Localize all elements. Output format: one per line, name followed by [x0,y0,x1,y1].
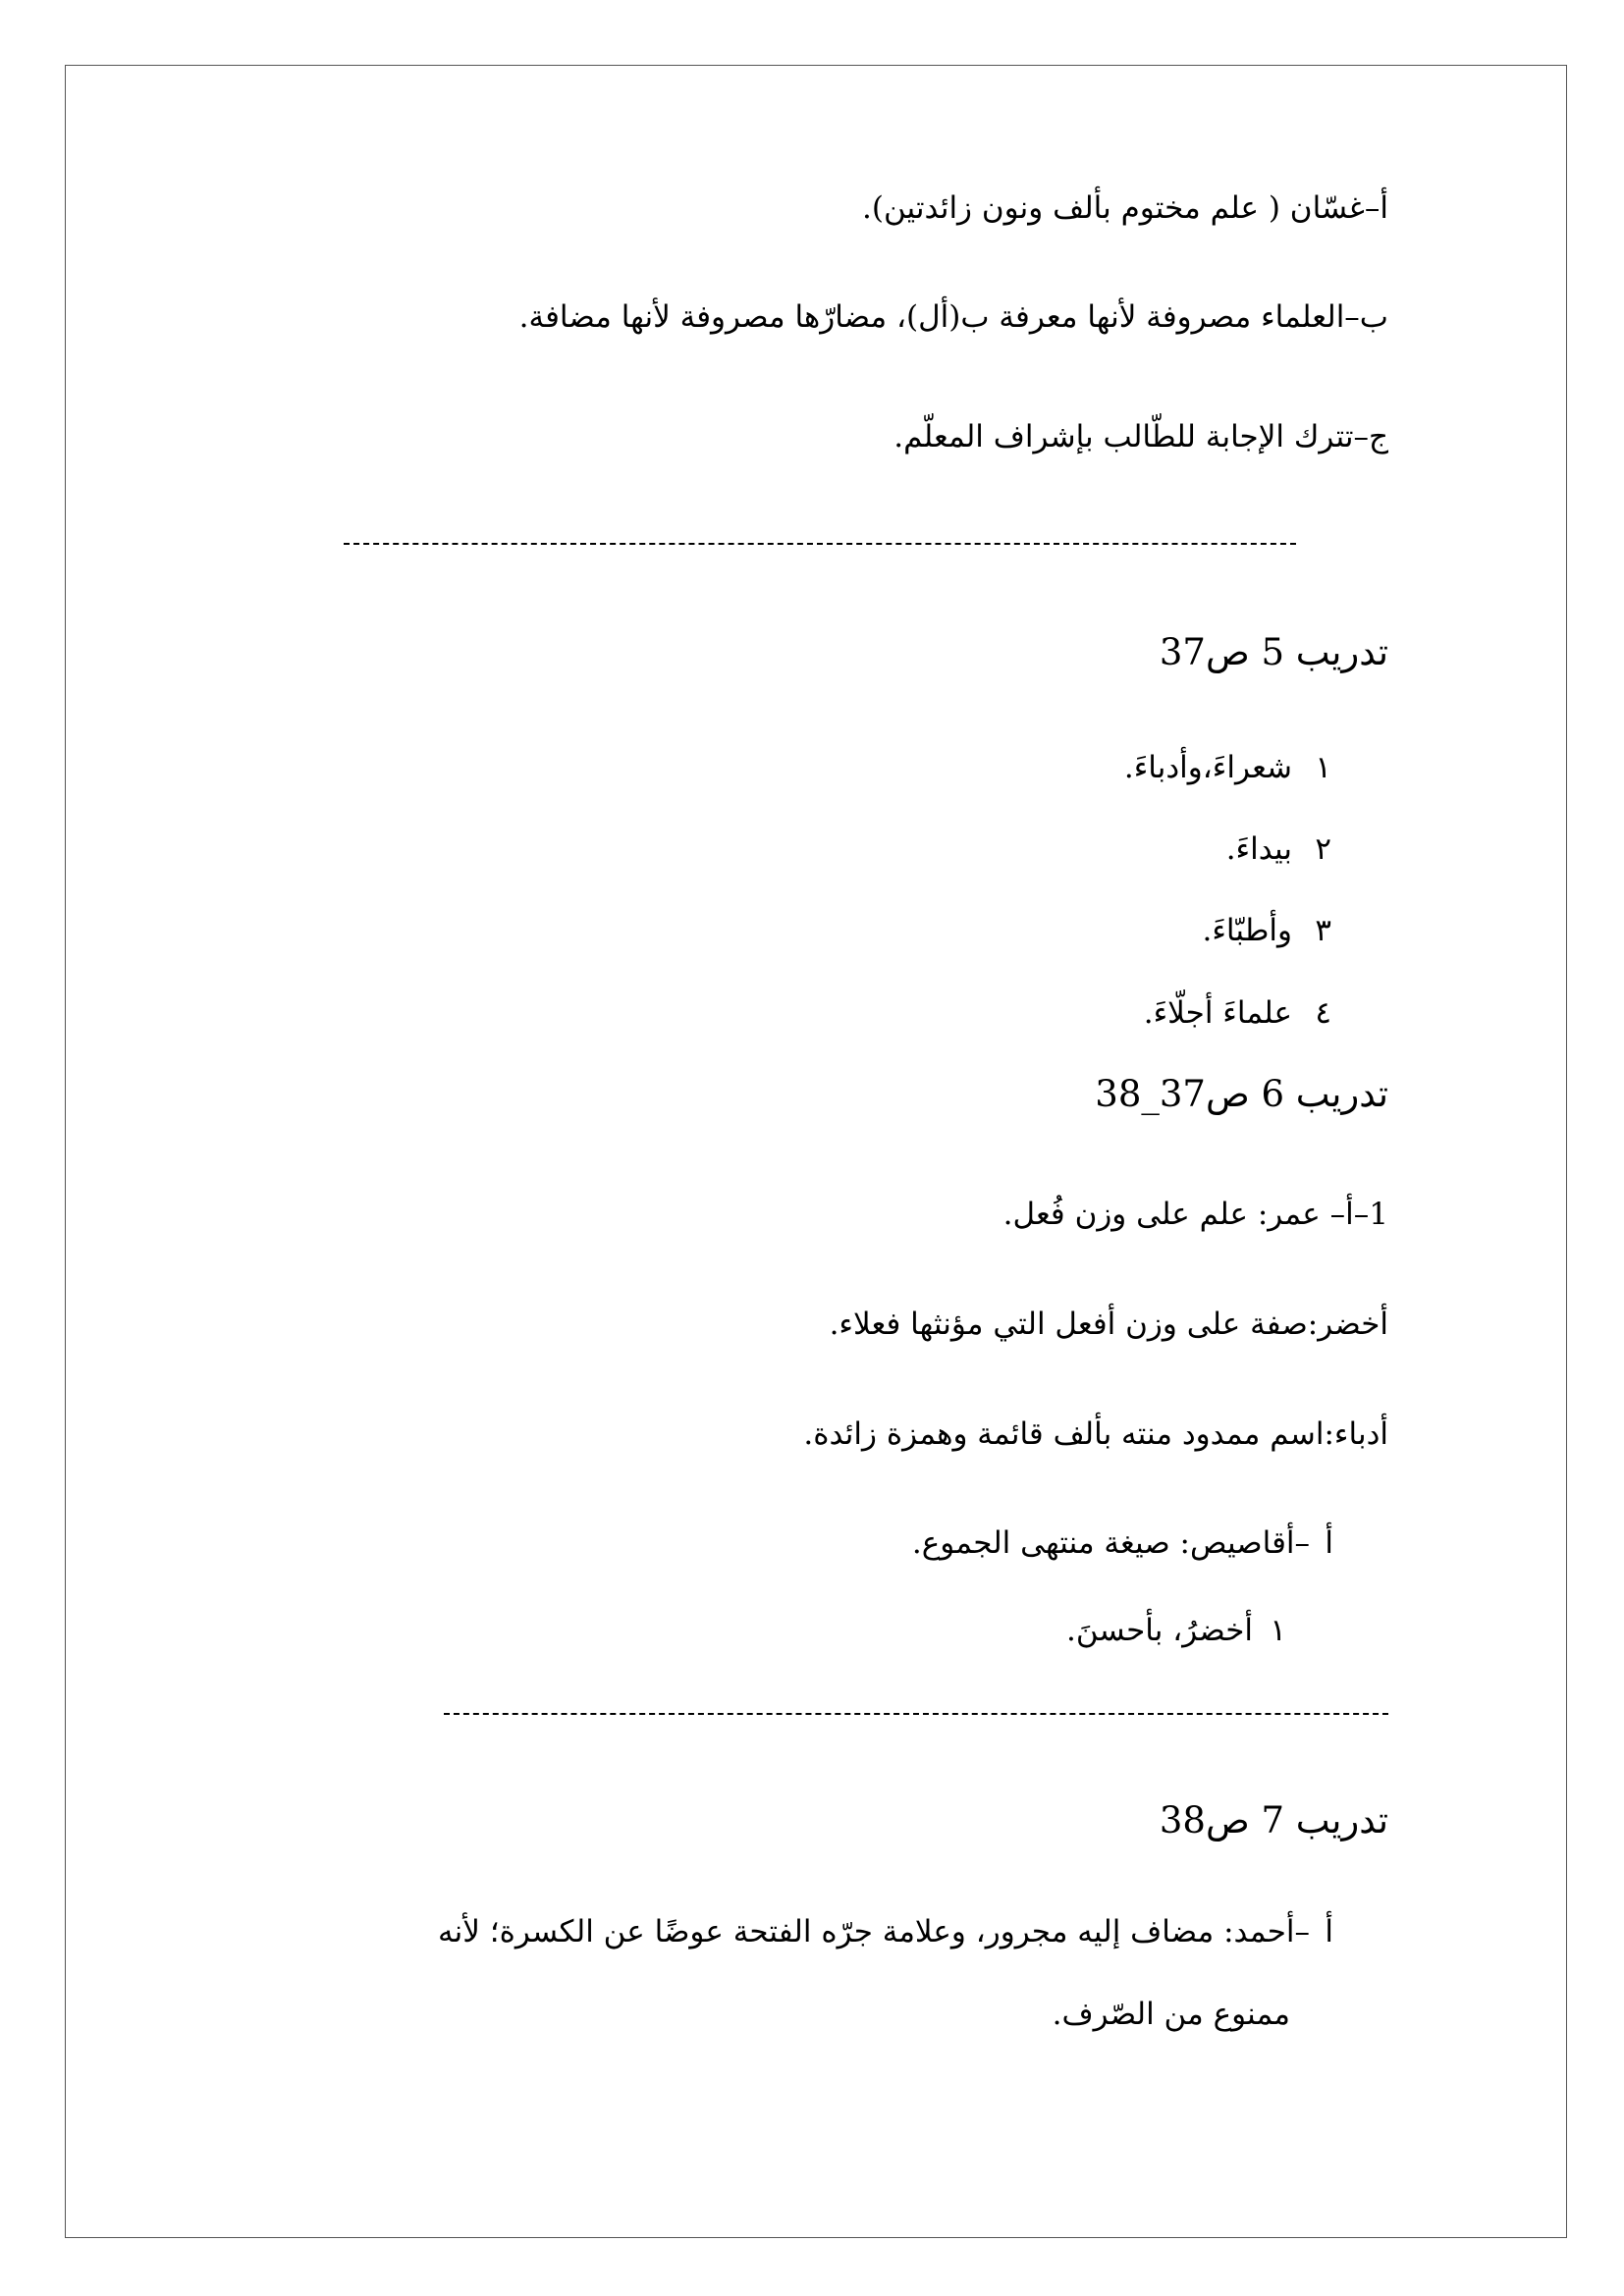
divider-1 [344,543,1296,545]
ex6-item-a-letter: أ [1325,1525,1333,1561]
answer-b-line: ب–العلماء مصروفة لأنها معرفة ب(أل)، مضارّها مصروفة لأنها مضافة. [518,299,1388,335]
ex5-item-1-text: شعراءَ،وأدباءَ. [1123,750,1292,785]
answer-c-line: ج–تترك الإجابة للطّالب بإشراف المعلّم. [893,419,1388,454]
ex5-item-3-number: ٣ [1315,913,1331,948]
ex7-item-a-line-1: –أحمد: مضاف إليه مجرور، وعلامة جرّه الفتحة عوضًا عن الكسرة؛ لأنه [438,1914,1310,1949]
ex5-item-1-number: ١ [1315,750,1331,785]
ex6-line-1: 1–أ– عمر: علم على وزن فُعل. [1002,1197,1388,1232]
ex6-item-1-text: أخضرُ، بأحسنَ. [1066,1613,1253,1648]
answer-a-line: أ–غسّان ( علم مختوم بألف ونون زائدتين). [862,190,1388,226]
ex6-line-3: أدباء:اسم ممدود منته بألف قائمة وهمزة زائدة. [803,1416,1388,1452]
ex5-item-2-text: بيداءَ. [1225,831,1292,867]
ex5-item-2-number: ٢ [1315,831,1331,867]
divider-2 [444,1713,1388,1715]
ex5-item-4-number: ٤ [1315,995,1331,1031]
ex6-line-2: أخضر:صفة على وزن أفعل التي مؤنثها فعلاء. [829,1307,1388,1342]
ex6-item-1-number: ١ [1270,1613,1286,1648]
exercise-5-heading: تدريب 5 ص37 [1159,631,1388,673]
ex7-item-a-line-2: ممنوع من الصّرف. [1052,1997,1290,2032]
ex7-item-a-letter: أ [1325,1914,1333,1949]
exercise-6-heading: تدريب 6 ص37_38 [1095,1073,1388,1115]
ex5-item-3-text: وأطبّاءَ. [1202,913,1292,948]
ex6-item-a-text: –أقاصيص: صيغة منتهى الجموع. [911,1525,1310,1561]
exercise-7-heading: تدريب 7 ص38 [1159,1799,1388,1842]
ex5-item-4-text: علماءَ أجلّاءَ. [1143,995,1292,1031]
